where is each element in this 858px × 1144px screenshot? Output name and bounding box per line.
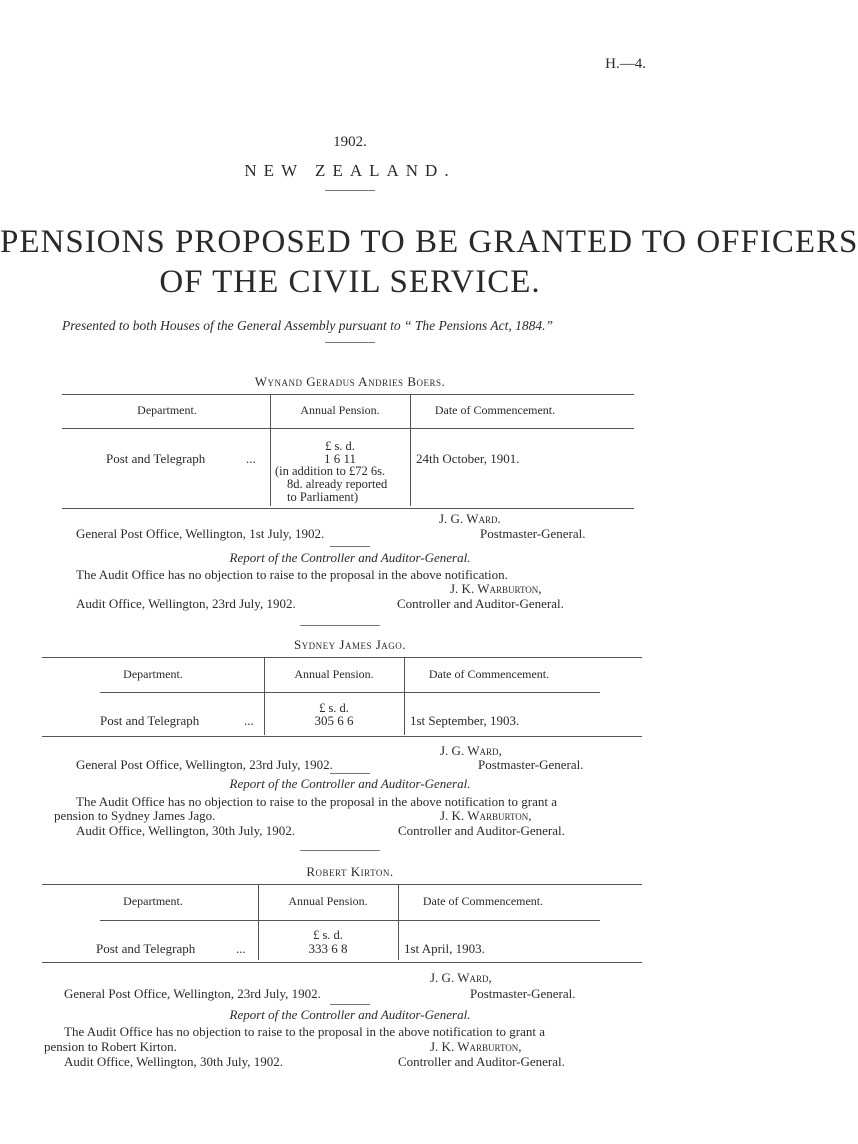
pensioner-name: Robert Kirton.: [306, 864, 394, 879]
divider: [325, 190, 375, 191]
dot-leader: ...: [236, 941, 246, 956]
column-header-date: Date of Commencement.: [428, 667, 550, 681]
report-text: The Audit Office has no objection to raise to the proposal in the above notification to grant a: [64, 1024, 545, 1039]
table-rule: [42, 884, 642, 885]
divider: [300, 850, 380, 851]
document-title-line-1: PENSIONS PROPOSED TO BE GRANTED TO OFFICERS: [0, 224, 858, 260]
report-text: The Audit Office has no objection to raise to the proposal in the above notification to grant a: [76, 794, 557, 809]
report-heading: Report of the Controller and Auditor-General.: [229, 776, 471, 791]
auditor-title: Controller and Auditor-General.: [397, 596, 564, 611]
postmaster-place-date: General Post Office, Wellington, 23rd July, 1902.: [64, 986, 321, 1001]
divider: [330, 546, 370, 547]
column-header-annual-pension: Annual Pension.: [294, 667, 374, 681]
table-rule: [62, 394, 634, 395]
report-heading: Report of the Controller and Auditor-General.: [229, 1007, 471, 1022]
commencement-date-cell: 24th October, 1901.: [416, 451, 520, 466]
annual-pension-cell: 1 6 11: [323, 451, 357, 466]
column-header-department: Department.: [123, 667, 183, 681]
annual-pension-cell: 305 6 6: [314, 713, 354, 728]
auditor-place-date: Audit Office, Wellington, 30th July, 1902.: [76, 823, 295, 838]
postmaster-title: Postmaster-General.: [478, 757, 584, 772]
table-column-rule: [410, 394, 411, 506]
column-header-department: Department.: [137, 403, 197, 417]
report-text: pension to Sydney James Jago.: [54, 808, 216, 823]
page-reference: H.—4.: [605, 56, 646, 72]
table-column-rule: [398, 884, 399, 960]
table-rule: [100, 920, 600, 921]
divider: [330, 773, 370, 774]
pensioner-name: Sydney James Jago.: [293, 637, 407, 652]
dot-leader: ...: [244, 713, 254, 728]
table-rule: [62, 428, 634, 429]
column-header-annual-pension: Annual Pension.: [300, 403, 380, 417]
currency-units: £ s. d.: [319, 701, 349, 715]
document-title-line-2: OF THE CIVIL SERVICE.: [159, 264, 541, 300]
table-column-rule: [404, 657, 405, 735]
postmaster-place-date: General Post Office, Wellington, 23rd July, 1902.: [76, 757, 333, 772]
currency-units: £ s. d.: [325, 439, 355, 453]
pensioner-name: Wynand Geradus Andries Boers.: [254, 374, 446, 389]
currency-units: £ s. d.: [313, 928, 343, 942]
postmaster-name: J. G. Ward.: [439, 511, 501, 526]
postmaster-title: Postmaster-General.: [470, 986, 576, 1001]
annual-pension-cell: 333 6 8: [308, 941, 348, 956]
auditor-place-date: Audit Office, Wellington, 30th July, 1902.: [64, 1054, 283, 1069]
divider: [325, 342, 375, 343]
divider: [330, 1004, 370, 1005]
postmaster-name: J. G. Ward,: [440, 743, 502, 758]
presented-note: Presented to both Houses of the General Assembly pursuant to “ The Pensions Act, 1884.”: [62, 318, 553, 333]
table-rule: [42, 657, 642, 658]
divider: [300, 625, 380, 626]
table-rule: [42, 736, 642, 737]
commencement-date-cell: 1st September, 1903.: [410, 713, 520, 728]
report-text: pension to Robert Kirton.: [44, 1039, 177, 1054]
department-cell: Post and Telegraph: [96, 941, 196, 956]
department-cell: Post and Telegraph: [106, 451, 206, 466]
table-rule: [62, 508, 634, 509]
table-rule: [42, 962, 642, 963]
auditor-place-date: Audit Office, Wellington, 23rd July, 1902.: [76, 596, 296, 611]
auditor-name: J. K. Warburton,: [430, 1039, 522, 1054]
auditor-title: Controller and Auditor-General.: [398, 823, 565, 838]
auditor-name: J. K. Warburton,: [450, 581, 542, 596]
report-text: The Audit Office has no objection to raise to the proposal in the above notification.: [76, 567, 508, 582]
auditor-title: Controller and Auditor-General.: [398, 1054, 565, 1069]
document-year: 1902.: [333, 134, 367, 150]
postmaster-place-date: General Post Office, Wellington, 1st July, 1902.: [76, 526, 325, 541]
pension-note-line: (in addition to £72 6s.: [275, 464, 386, 478]
column-header-date: Date of Commencement.: [422, 894, 544, 908]
postmaster-title: Postmaster-General.: [480, 526, 586, 541]
column-header-department: Department.: [123, 894, 183, 908]
country-heading: NEW ZEALAND.: [244, 161, 456, 180]
pension-note-line: to Parliament): [287, 490, 359, 504]
commencement-date-cell: 1st April, 1903.: [404, 941, 485, 956]
column-header-annual-pension: Annual Pension.: [288, 894, 368, 908]
postmaster-name: J. G. Ward,: [430, 970, 492, 985]
table-rule: [100, 692, 600, 693]
pension-note-line: 8d. already reported: [287, 477, 388, 491]
column-header-date: Date of Commencement.: [434, 403, 556, 417]
report-heading: Report of the Controller and Auditor-General.: [229, 550, 471, 565]
department-cell: Post and Telegraph: [100, 713, 200, 728]
dot-leader: ...: [246, 451, 256, 466]
auditor-name: J. K. Warburton,: [440, 808, 532, 823]
